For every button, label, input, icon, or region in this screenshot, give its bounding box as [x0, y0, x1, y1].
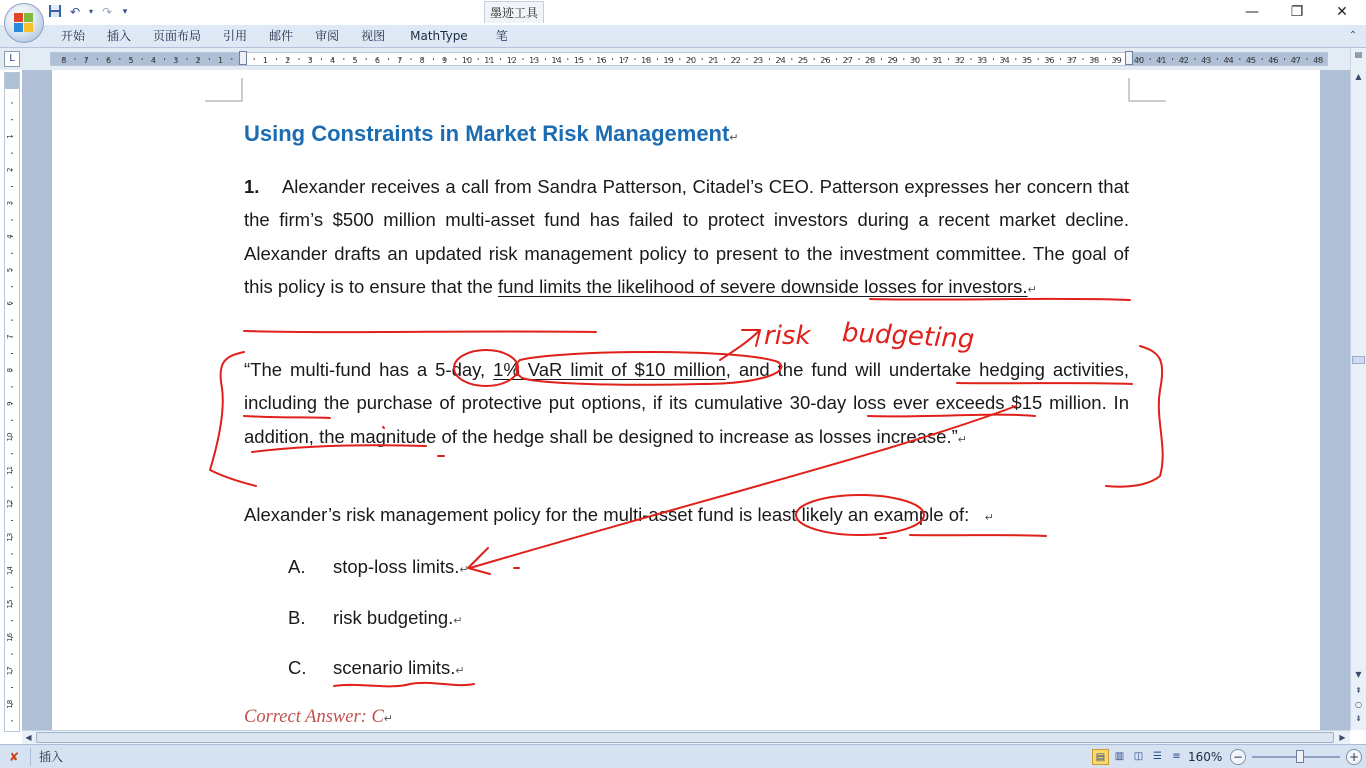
quote-text: . In addition, the magnitude of the hedge shall be designed to increase as losses increase.” — [244, 392, 1129, 447]
crop-mark-top-right — [1128, 78, 1166, 102]
ruler-number: 37 — [1066, 56, 1077, 65]
office-button[interactable] — [4, 3, 44, 43]
ruler-number: 17 — [618, 56, 629, 65]
tab-references[interactable]: 引用 — [223, 29, 248, 43]
stem-text-least-likely: least likely — [757, 504, 843, 525]
view-buttons — [1092, 749, 1185, 765]
status-bar — [0, 744, 1366, 768]
ruler-number: 31 — [932, 56, 943, 65]
ruler-number: 9 — [442, 56, 448, 65]
paragraph-mark: ↵ — [984, 512, 994, 524]
quote-text-5-day: 5-day — [435, 359, 481, 380]
title-bar — [0, 0, 1366, 25]
vertical-ruler-number: 9 — [6, 401, 14, 406]
ruler-number: 19 — [663, 56, 674, 65]
ruler-toggle-icon[interactable]: ▤ — [1354, 50, 1363, 59]
tab-review[interactable]: 审阅 — [315, 29, 340, 43]
quote-text: loss ever — [846, 392, 936, 414]
ruler-number: 30 — [909, 56, 921, 65]
stem-text: an example of: — [842, 504, 970, 525]
ruler-number: 3 — [307, 56, 313, 65]
vertical-ruler-number: 13 — [6, 532, 14, 542]
quote-text: , including the purchase of protective put options, if its — [244, 359, 1129, 414]
question-paragraph — [244, 170, 1129, 307]
ruler-number: 41 — [1156, 56, 1167, 65]
ruler-number: 5 — [352, 56, 358, 65]
ruler-number: 29 — [887, 56, 898, 65]
question-stem — [244, 504, 994, 526]
close-button[interactable]: ✕ — [1336, 4, 1348, 20]
indent-marker-right[interactable] — [1125, 51, 1133, 65]
ruler-number: 21 — [708, 56, 719, 65]
scroll-up-icon[interactable]: ▲ — [1355, 72, 1362, 81]
quote-text-exceeds: exceeds $15 million — [935, 392, 1102, 414]
ruler-number: 20 — [685, 56, 697, 65]
question-text-underlined: fund limits the likelihood of severe downside losses for investors. — [498, 275, 1028, 297]
ruler-number: 8 — [61, 56, 67, 65]
ruler-number: 24 — [775, 56, 786, 65]
ink-note-budgeting: budgeting — [841, 317, 976, 355]
ruler-number: 11 — [484, 56, 495, 65]
correct-answer — [244, 707, 393, 728]
ruler-number: 22 — [730, 56, 741, 65]
answer-text: Correct Answer: C — [244, 707, 384, 727]
vertical-ruler-number: 11 — [6, 465, 14, 475]
policy-quote-paragraph — [244, 353, 1129, 457]
heading-text: Using Constraints in Market Risk Management — [244, 121, 730, 146]
vertical-ruler-number: 8 — [6, 367, 14, 373]
vertical-ruler-number: 5 — [6, 267, 14, 273]
ruler-number: 26 — [820, 56, 831, 65]
option-letter: B. — [288, 607, 306, 628]
vertical-ruler-number: 1 — [6, 134, 14, 139]
insert-mode[interactable]: 插入 — [30, 748, 92, 766]
ruler-number: 34 — [999, 56, 1010, 65]
vertical-ruler-number: 17 — [6, 666, 14, 676]
vertical-ruler-number: 18 — [6, 699, 14, 709]
option-a — [288, 556, 469, 578]
ruler-number: 1 — [218, 56, 224, 65]
minimize-button[interactable]: — — [1245, 4, 1259, 20]
redo-icon[interactable]: ↷ — [101, 5, 113, 19]
paragraph-mark: ↵ — [1027, 283, 1037, 296]
zoom-level[interactable]: 160% — [1188, 750, 1223, 764]
ruler-number: 46 — [1268, 56, 1279, 65]
vertical-scrollbar[interactable] — [1350, 48, 1366, 730]
indent-marker-left[interactable] — [239, 51, 247, 65]
option-text: stop-loss limits. — [333, 556, 460, 577]
ribbon-tabs — [50, 25, 522, 48]
paragraph-mark: ↵ — [729, 132, 739, 144]
option-letter: C. — [288, 657, 307, 678]
vertical-scroll-thumb[interactable] — [1352, 356, 1365, 364]
tab-mathtype[interactable]: MathType — [410, 29, 468, 43]
undo-icon[interactable]: ↶ — [69, 5, 81, 19]
save-icon[interactable] — [46, 4, 64, 20]
ruler-number: 36 — [1044, 56, 1055, 65]
ruler-number: 27 — [842, 56, 853, 65]
ruler-row — [0, 48, 1366, 70]
vertical-ruler-number: 7 — [6, 334, 14, 340]
paragraph-mark: ↵ — [459, 564, 469, 576]
vertical-ruler-number: 12 — [6, 499, 14, 509]
tab-view[interactable]: 视图 — [361, 29, 386, 43]
ruler-number: 33 — [977, 56, 988, 65]
undo-dropdown-icon[interactable]: ▾ — [88, 7, 93, 16]
tab-page-layout[interactable]: 页面布局 — [153, 29, 202, 43]
question-number: 1. — [244, 176, 260, 197]
tab-mailings[interactable]: 邮件 — [269, 29, 294, 43]
ribbon-minimize-icon[interactable]: ⌃ — [1348, 30, 1358, 41]
scroll-left-icon[interactable]: ◀ — [25, 733, 32, 742]
horizontal-scrollbar[interactable] — [22, 730, 1350, 744]
ruler-number: 12 — [506, 56, 517, 65]
print-layout-icon[interactable]: ▤ — [1092, 749, 1109, 765]
vertical-ruler-number: 4 — [6, 234, 14, 239]
ruler-number: 14 — [551, 56, 562, 65]
paragraph-mark: ↵ — [383, 713, 393, 725]
scroll-right-icon[interactable]: ▶ — [1339, 733, 1346, 742]
vertical-ruler-number: 14 — [6, 566, 14, 576]
ruler-number: 32 — [954, 56, 965, 65]
ruler-number: 6 — [106, 56, 112, 65]
web-layout-icon[interactable]: ◫ — [1133, 751, 1144, 762]
quick-access-toolbar — [46, 3, 132, 21]
ruler-number: 45 — [1245, 56, 1257, 65]
office-logo-icon — [14, 13, 34, 33]
ruler-number: 43 — [1201, 56, 1212, 65]
ruler-number: 25 — [797, 56, 809, 65]
ruler-number: 35 — [1021, 56, 1033, 65]
ruler-number: 42 — [1178, 56, 1189, 65]
paragraph-mark: ↵ — [453, 615, 463, 627]
ruler-number: 13 — [529, 56, 540, 65]
ruler-number: 7 — [83, 56, 89, 65]
horizontal-ruler[interactable] — [50, 52, 1328, 66]
ruler-number: 8 — [419, 56, 425, 65]
quote-text: “The multi-fund has a — [244, 359, 436, 380]
ruler-number: 40 — [1133, 56, 1145, 65]
paragraph-mark: ↵ — [455, 665, 465, 677]
question-text: Alexander receives a call from Sandra Patterson, Citadel’s CEO. Patterson expresses her concern that the firm’s $500 million multi-asset fund has failed to protect investors during a recent market decline. Alexander drafts an updated risk management policy to present to the investment committee. The goal of this policy is to ensure that the — [244, 176, 1130, 297]
ruler-number: 28 — [865, 56, 876, 65]
ruler-number: 10 — [461, 56, 473, 65]
vertical-ruler-number: 2 — [6, 167, 14, 173]
ruler-number: 44 — [1223, 56, 1234, 65]
tab-selector-icon[interactable]: L — [4, 51, 20, 67]
ruler-number: 18 — [641, 56, 652, 65]
stem-text: Alexander’s risk management policy for the multi-asset fund is — [244, 504, 758, 525]
ruler-number: 2 — [285, 56, 291, 65]
zoom-in-button[interactable]: + — [1346, 749, 1362, 765]
ruler-number: 16 — [596, 56, 607, 65]
draft-icon[interactable]: ≡ — [1172, 751, 1181, 762]
vertical-ruler[interactable] — [4, 72, 20, 732]
ruler-number: 47 — [1290, 56, 1301, 65]
zoom-out-button[interactable]: − — [1230, 749, 1246, 765]
crop-mark-top-left — [205, 78, 243, 102]
horizontal-scroll-thumb[interactable] — [36, 732, 1334, 743]
zoom-slider-thumb[interactable] — [1296, 750, 1304, 763]
vertical-ruler-number: 10 — [6, 432, 14, 442]
option-c — [288, 657, 465, 679]
vertical-ruler-number: 16 — [6, 632, 14, 642]
quote-text-hedging: undertake hedging activities — [888, 359, 1124, 380]
option-letter: A. — [288, 556, 306, 577]
ruler-number: 48 — [1313, 56, 1324, 65]
ruler-number: 6 — [374, 56, 380, 65]
option-b — [288, 607, 463, 629]
full-screen-reading-icon[interactable]: ▥ — [1114, 751, 1125, 762]
scroll-down-icon[interactable]: ▼ — [1355, 670, 1362, 679]
proofing-errors-icon[interactable]: ✘ — [8, 750, 20, 764]
option-text: risk budgeting. — [333, 607, 454, 628]
quote-text-cumulative: cumulative 30-day — [694, 392, 847, 414]
section-heading — [244, 121, 739, 147]
vertical-ruler-number: 6 — [6, 301, 14, 306]
ruler-number: 2 — [195, 56, 201, 65]
ruler-number: 4 — [150, 56, 156, 65]
ruler-number: 5 — [128, 56, 134, 65]
ruler-number: 7 — [397, 56, 403, 65]
vertical-ruler-number: 15 — [6, 599, 14, 609]
select-browse-object-icon[interactable]: ○ — [1355, 700, 1362, 709]
ruler-number: 39 — [1111, 56, 1122, 65]
option-text: scenario limits. — [333, 657, 456, 678]
ink-tools-context-tab[interactable]: 墨迹工具 — [484, 1, 544, 23]
paragraph-mark: ↵ — [957, 433, 967, 446]
ruler-number: 4 — [330, 56, 336, 65]
tab-home[interactable]: 开始 — [61, 29, 86, 43]
restore-button[interactable]: ❐ — [1290, 4, 1304, 20]
ruler-number: 1 — [262, 56, 268, 65]
next-page-icon[interactable]: ⇟ — [1355, 714, 1362, 723]
vertical-ruler-number: 3 — [6, 200, 14, 206]
ruler-number: 3 — [173, 56, 179, 65]
tab-insert[interactable]: 插入 — [107, 29, 132, 43]
quote-text-var-limit: 1% VaR limit of $10 million — [493, 359, 726, 380]
outline-icon[interactable]: ☰ — [1153, 751, 1162, 762]
previous-page-icon[interactable]: ⇞ — [1355, 686, 1362, 695]
tab-pen[interactable]: 笔 — [495, 29, 508, 43]
ruler-number: 38 — [1089, 56, 1100, 65]
ribbon-tab-bar — [0, 25, 1366, 48]
ruler-number: 15 — [573, 56, 585, 65]
quote-text: , — [480, 359, 494, 380]
quote-text: , and the fund will — [725, 359, 889, 380]
ink-note-risk: risk — [764, 321, 811, 351]
vertical-ruler-ticks — [5, 73, 19, 731]
customize-icon[interactable]: ▾ — [122, 7, 128, 17]
ruler-number: 23 — [753, 56, 764, 65]
